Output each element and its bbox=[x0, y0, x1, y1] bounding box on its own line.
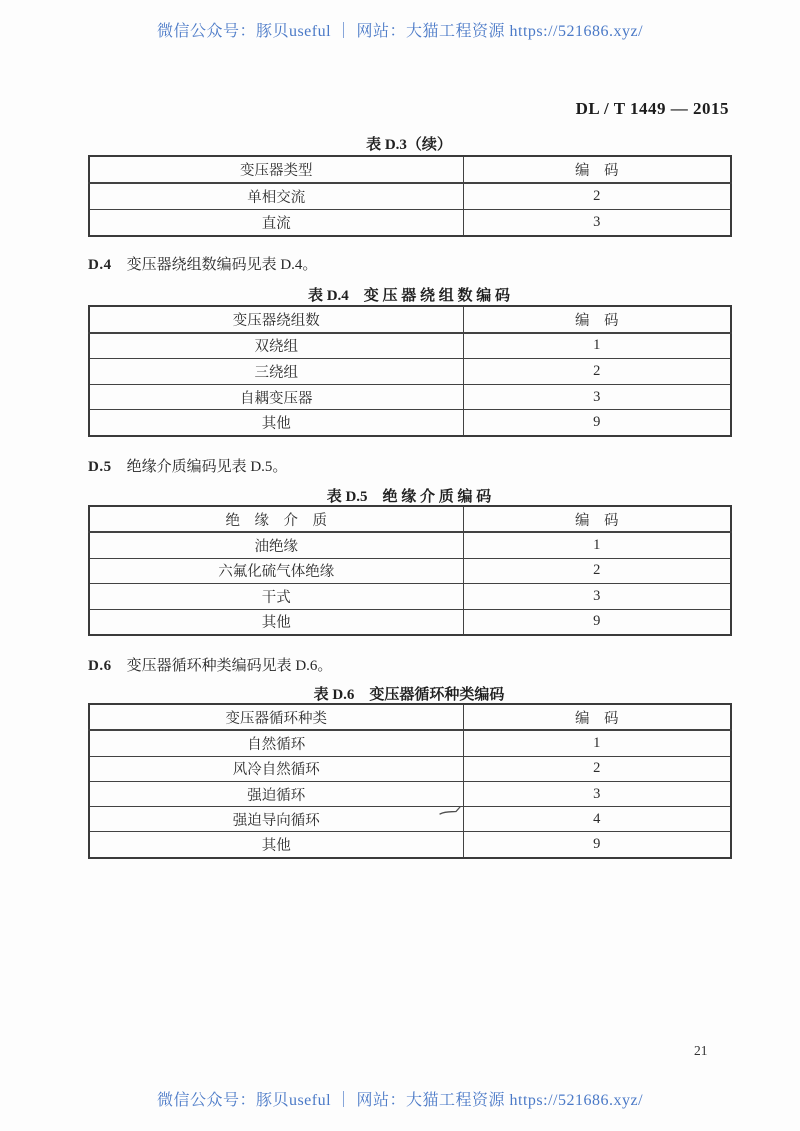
cell-code: 1 bbox=[463, 333, 731, 359]
cell-label: 强迫循环 bbox=[89, 781, 463, 806]
column-header-medium: 绝 缘 介 质 bbox=[89, 506, 463, 532]
table-row bbox=[89, 756, 731, 781]
table-row bbox=[89, 333, 731, 359]
cell-label: 直流 bbox=[89, 210, 463, 237]
table-d6-header-row bbox=[89, 704, 731, 730]
table-d5-header-row bbox=[89, 506, 731, 532]
table-row bbox=[89, 384, 731, 410]
watermark-top: 微信公众号：豚贝useful ｜ 网站：大猫工程资源 https://521686.xyz/ bbox=[156, 23, 644, 40]
cell-code: 3 bbox=[463, 210, 731, 237]
cell-code: 9 bbox=[463, 832, 731, 858]
column-header-code: 编 码 bbox=[463, 306, 731, 333]
table-row bbox=[89, 359, 731, 385]
section-d6-label: D.6 bbox=[88, 658, 112, 674]
cell-code: 1 bbox=[463, 532, 731, 558]
doc-code: DL / T 1449 — 2015 bbox=[575, 99, 729, 118]
section-d6-text: 变压器循环种类编码见表 D.6。 bbox=[126, 658, 333, 674]
table-d6-title: 表 D.6 变压器循环种类编码 bbox=[313, 687, 505, 703]
table-row bbox=[89, 832, 731, 858]
cell-code: 9 bbox=[463, 410, 731, 436]
table-d4-title: 表 D.4 变 压 器 绕 组 数 编 码 bbox=[307, 288, 511, 304]
table-d5 bbox=[88, 505, 732, 636]
section-d4 bbox=[88, 253, 730, 274]
table-d6 bbox=[88, 703, 732, 859]
cell-label: 自然循环 bbox=[89, 730, 463, 756]
section-d5-text: 绝缘介质编码见表 D.5。 bbox=[126, 459, 288, 475]
cell-label: 其他 bbox=[89, 832, 463, 858]
section-d6 bbox=[88, 654, 730, 675]
table-d3-title: 表 D.3（续） bbox=[366, 137, 452, 153]
table-row bbox=[89, 609, 731, 635]
section-d5 bbox=[88, 455, 730, 476]
cell-label: 六氟化硫气体绝缘 bbox=[89, 558, 463, 583]
cell-code: 2 bbox=[463, 756, 731, 781]
cell-code: 1 bbox=[463, 730, 731, 756]
cell-code: 2 bbox=[463, 359, 731, 385]
cell-label: 三绕组 bbox=[89, 359, 463, 385]
table-row bbox=[89, 532, 731, 558]
cell-code: 9 bbox=[463, 609, 731, 635]
table-row bbox=[89, 410, 731, 436]
column-header-type: 变压器类型 bbox=[89, 156, 463, 183]
cell-code: 3 bbox=[463, 781, 731, 806]
cell-label: 干式 bbox=[89, 584, 463, 609]
table-row bbox=[89, 781, 731, 806]
cell-code: 2 bbox=[463, 183, 731, 210]
table-d3 bbox=[88, 155, 732, 237]
cell-label: 单相交流 bbox=[89, 183, 463, 210]
table-d5-title: 表 D.5 绝 缘 介 质 编 码 bbox=[326, 489, 492, 505]
page-number: 21 bbox=[694, 1043, 708, 1058]
table-row bbox=[89, 558, 731, 583]
cell-code: 3 bbox=[463, 384, 731, 410]
cell-label: 双绕组 bbox=[89, 333, 463, 359]
table-d4-header-row bbox=[89, 306, 731, 333]
column-header-code: 编 码 bbox=[463, 156, 731, 183]
table-row bbox=[89, 183, 731, 210]
cell-label: 自耦变压器 bbox=[89, 384, 463, 410]
column-header-windings: 变压器绕组数 bbox=[89, 306, 463, 333]
column-header-code: 编 码 bbox=[463, 506, 731, 532]
column-header-circulation: 变压器循环种类 bbox=[89, 704, 463, 730]
watermark-bottom: 微信公众号：豚贝useful ｜ 网站：大猫工程资源 https://521686.xyz/ bbox=[156, 1092, 644, 1109]
cell-code: 2 bbox=[463, 558, 731, 583]
section-d4-text: 变压器绕组数编码见表 D.4。 bbox=[126, 257, 318, 273]
cell-label: 风冷自然循环 bbox=[89, 756, 463, 781]
table-row bbox=[89, 730, 731, 756]
cell-label: 其他 bbox=[89, 609, 463, 635]
column-header-code: 编 码 bbox=[463, 704, 731, 730]
cell-label: 强迫导向循环 bbox=[89, 807, 463, 832]
table-row bbox=[89, 584, 731, 609]
cell-label: 油绝缘 bbox=[89, 532, 463, 558]
cell-code: 4 bbox=[463, 807, 731, 832]
table-row bbox=[89, 210, 731, 237]
cell-label: 其他 bbox=[89, 410, 463, 436]
cell-code: 3 bbox=[463, 584, 731, 609]
table-d4 bbox=[88, 305, 732, 437]
section-d4-label: D.4 bbox=[88, 257, 112, 273]
section-d5-label: D.5 bbox=[88, 459, 112, 475]
table-d3-header-row bbox=[89, 156, 731, 183]
table-row bbox=[89, 807, 731, 832]
